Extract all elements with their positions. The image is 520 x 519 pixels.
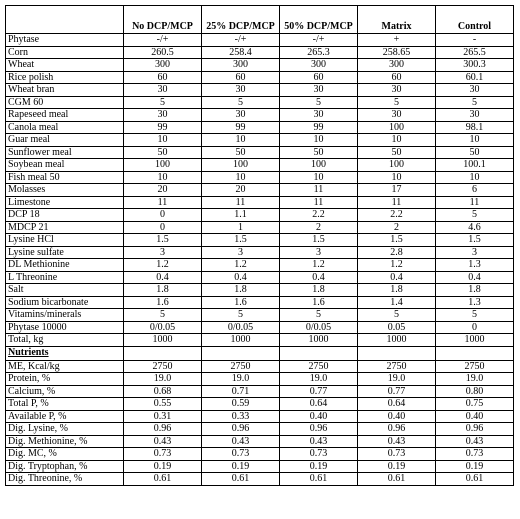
row-value: 1.5 bbox=[358, 234, 436, 247]
row-value: 5 bbox=[280, 96, 358, 109]
row-label: Protein, % bbox=[6, 373, 124, 386]
row-value: 0 bbox=[124, 221, 202, 234]
row-label: Lysine HCl bbox=[6, 234, 124, 247]
row-value: 0.19 bbox=[358, 460, 436, 473]
row-value: 60 bbox=[358, 71, 436, 84]
row-value: - bbox=[436, 34, 514, 47]
row-value: 50 bbox=[280, 146, 358, 159]
header-row bbox=[6, 6, 514, 34]
row-value: 0.96 bbox=[358, 423, 436, 436]
row-value: 11 bbox=[124, 196, 202, 209]
row-value: 100 bbox=[124, 159, 202, 172]
row-value: 1.6 bbox=[124, 296, 202, 309]
row-value: 1.2 bbox=[202, 259, 280, 272]
row-value: 0.61 bbox=[202, 473, 280, 486]
row-value: 2750 bbox=[358, 360, 436, 373]
empty-cell bbox=[280, 346, 358, 360]
row-label: DL Methionine bbox=[6, 259, 124, 272]
row-value: 50 bbox=[124, 146, 202, 159]
ingredient-row bbox=[6, 221, 514, 234]
row-value: 300.3 bbox=[436, 59, 514, 72]
row-value: 100 bbox=[202, 159, 280, 172]
row-value: 100 bbox=[358, 159, 436, 172]
row-value: 98.1 bbox=[436, 121, 514, 134]
ingredient-row bbox=[6, 284, 514, 297]
row-value: 5 bbox=[436, 309, 514, 322]
row-value: 1.5 bbox=[124, 234, 202, 247]
row-value: 1.5 bbox=[280, 234, 358, 247]
row-value: 0.61 bbox=[436, 473, 514, 486]
row-value: 17 bbox=[358, 184, 436, 197]
row-value: 300 bbox=[358, 59, 436, 72]
row-value: 3 bbox=[202, 246, 280, 259]
row-value: 258.65 bbox=[358, 46, 436, 59]
row-label: Available P, % bbox=[6, 410, 124, 423]
ingredient-row bbox=[6, 209, 514, 222]
row-value: 5 bbox=[436, 96, 514, 109]
row-value: 1.1 bbox=[202, 209, 280, 222]
row-value: 30 bbox=[124, 84, 202, 97]
row-label: Canola meal bbox=[6, 121, 124, 134]
row-value: 5 bbox=[124, 96, 202, 109]
row-value: 0.75 bbox=[436, 398, 514, 411]
row-label: Corn bbox=[6, 46, 124, 59]
row-value: 1.8 bbox=[280, 284, 358, 297]
row-value: 0.4 bbox=[280, 271, 358, 284]
row-value: 0.19 bbox=[124, 460, 202, 473]
row-value: 1000 bbox=[202, 334, 280, 347]
row-value: 3 bbox=[124, 246, 202, 259]
row-value: 0.40 bbox=[358, 410, 436, 423]
row-value: 0.59 bbox=[202, 398, 280, 411]
row-value: 10 bbox=[436, 171, 514, 184]
row-value: 1.2 bbox=[124, 259, 202, 272]
row-label: Wheat bbox=[6, 59, 124, 72]
row-value: 2 bbox=[358, 221, 436, 234]
row-value: 0.96 bbox=[280, 423, 358, 436]
row-value: 2 bbox=[280, 221, 358, 234]
row-value: -/+ bbox=[280, 34, 358, 47]
row-value: 99 bbox=[124, 121, 202, 134]
row-value: 20 bbox=[124, 184, 202, 197]
row-value: 0.68 bbox=[124, 385, 202, 398]
row-value: 10 bbox=[202, 171, 280, 184]
row-value: 30 bbox=[436, 84, 514, 97]
row-value: 5 bbox=[358, 96, 436, 109]
row-value: 1.5 bbox=[202, 234, 280, 247]
row-value: 0.19 bbox=[202, 460, 280, 473]
row-value: 10 bbox=[124, 171, 202, 184]
row-value: 0.64 bbox=[280, 398, 358, 411]
row-value: 0.19 bbox=[436, 460, 514, 473]
empty-cell bbox=[124, 346, 202, 360]
header-cell-matrix: Matrix bbox=[358, 6, 436, 34]
ingredient-row bbox=[6, 71, 514, 84]
empty-cell bbox=[436, 346, 514, 360]
row-value: 265.3 bbox=[280, 46, 358, 59]
row-value: 0.40 bbox=[280, 410, 358, 423]
row-value: 0.64 bbox=[358, 398, 436, 411]
ingredient-row bbox=[6, 121, 514, 134]
ingredient-row bbox=[6, 159, 514, 172]
row-value: 0.96 bbox=[124, 423, 202, 436]
row-value: 20 bbox=[202, 184, 280, 197]
row-value: 10 bbox=[358, 171, 436, 184]
row-value: 30 bbox=[280, 109, 358, 122]
ingredient-row bbox=[6, 246, 514, 259]
row-value: 19.0 bbox=[124, 373, 202, 386]
row-value: 1 bbox=[202, 221, 280, 234]
nutrient-row bbox=[6, 398, 514, 411]
row-value: -/+ bbox=[124, 34, 202, 47]
table-body bbox=[6, 34, 514, 486]
nutrient-row bbox=[6, 448, 514, 461]
row-label: Vitamins/minerals bbox=[6, 309, 124, 322]
row-label: Dig. Threonine, % bbox=[6, 473, 124, 486]
row-value: 1.6 bbox=[280, 296, 358, 309]
row-value: 5 bbox=[124, 309, 202, 322]
header-cell-50-dcp-mcp: 50% DCP/MCP bbox=[280, 6, 358, 34]
row-label: Total P, % bbox=[6, 398, 124, 411]
row-value: 0.19 bbox=[280, 460, 358, 473]
row-value: 0.73 bbox=[124, 448, 202, 461]
row-value: 1.2 bbox=[280, 259, 358, 272]
nutrient-row bbox=[6, 373, 514, 386]
row-label: Sodium bicarbonate bbox=[6, 296, 124, 309]
row-label: Limestone bbox=[6, 196, 124, 209]
row-label: Rapeseed meal bbox=[6, 109, 124, 122]
row-value: 10 bbox=[202, 134, 280, 147]
row-value: 1.8 bbox=[436, 284, 514, 297]
row-label: L Threonine bbox=[6, 271, 124, 284]
row-value: 2750 bbox=[202, 360, 280, 373]
row-value: 60 bbox=[280, 71, 358, 84]
row-value: 0.43 bbox=[124, 435, 202, 448]
ingredient-row bbox=[6, 146, 514, 159]
row-value: 30 bbox=[202, 84, 280, 97]
nutrient-row bbox=[6, 460, 514, 473]
nutrient-row bbox=[6, 360, 514, 373]
row-value: 0.61 bbox=[358, 473, 436, 486]
nutrients-heading: Nutrients bbox=[6, 346, 124, 360]
row-value: 99 bbox=[202, 121, 280, 134]
row-value: 1.3 bbox=[436, 259, 514, 272]
row-label: Dig. Methionine, % bbox=[6, 435, 124, 448]
row-value: 1000 bbox=[436, 334, 514, 347]
row-label: Dig. Tryptophan, % bbox=[6, 460, 124, 473]
row-value: 1.6 bbox=[202, 296, 280, 309]
row-label: DCP 18 bbox=[6, 209, 124, 222]
row-value: 19.0 bbox=[202, 373, 280, 386]
row-label: Molasses bbox=[6, 184, 124, 197]
row-value: -/+ bbox=[202, 34, 280, 47]
total-row bbox=[6, 334, 514, 347]
row-value: 0.43 bbox=[358, 435, 436, 448]
row-value: 0.55 bbox=[124, 398, 202, 411]
row-value: 2750 bbox=[124, 360, 202, 373]
row-value: 1.2 bbox=[358, 259, 436, 272]
row-value: 11 bbox=[280, 196, 358, 209]
nutrient-row bbox=[6, 473, 514, 486]
row-value: 260.5 bbox=[124, 46, 202, 59]
row-value: 0.73 bbox=[202, 448, 280, 461]
row-value: 1000 bbox=[358, 334, 436, 347]
row-value: 30 bbox=[436, 109, 514, 122]
row-value: 10 bbox=[436, 134, 514, 147]
row-label: ME, Kcal/kg bbox=[6, 360, 124, 373]
row-label: Lysine sulfate bbox=[6, 246, 124, 259]
row-value: 3 bbox=[436, 246, 514, 259]
row-value: 30 bbox=[124, 109, 202, 122]
row-value: 0.73 bbox=[280, 448, 358, 461]
row-value: 11 bbox=[436, 196, 514, 209]
row-value: 300 bbox=[202, 59, 280, 72]
row-value: 4.6 bbox=[436, 221, 514, 234]
nutrient-row bbox=[6, 410, 514, 423]
row-value: 19.0 bbox=[280, 373, 358, 386]
row-label: Fish meal 50 bbox=[6, 171, 124, 184]
row-value: 0/0.05 bbox=[202, 321, 280, 334]
row-value: 30 bbox=[358, 109, 436, 122]
row-label: Salt bbox=[6, 284, 124, 297]
row-value: 99 bbox=[280, 121, 358, 134]
row-value: 0.73 bbox=[436, 448, 514, 461]
row-value: 6 bbox=[436, 184, 514, 197]
header-cell-25-dcp-mcp: 25% DCP/MCP bbox=[202, 6, 280, 34]
row-value: 0.05 bbox=[358, 321, 436, 334]
diet-composition-table bbox=[5, 5, 514, 486]
nutrient-row bbox=[6, 385, 514, 398]
ingredient-row bbox=[6, 184, 514, 197]
row-label: Calcium, % bbox=[6, 385, 124, 398]
row-value: 258.4 bbox=[202, 46, 280, 59]
row-value: 60.1 bbox=[436, 71, 514, 84]
row-value: 100 bbox=[280, 159, 358, 172]
row-value: 10 bbox=[358, 134, 436, 147]
row-value: 0.4 bbox=[202, 271, 280, 284]
nutrient-row bbox=[6, 423, 514, 436]
ingredient-row bbox=[6, 296, 514, 309]
row-label: Phytase 10000 bbox=[6, 321, 124, 334]
row-value: 5 bbox=[202, 96, 280, 109]
ingredient-row bbox=[6, 109, 514, 122]
row-value: 2750 bbox=[436, 360, 514, 373]
row-value: 300 bbox=[280, 59, 358, 72]
row-label: Guar meal bbox=[6, 134, 124, 147]
row-value: + bbox=[358, 34, 436, 47]
row-value: 265.5 bbox=[436, 46, 514, 59]
empty-cell bbox=[358, 346, 436, 360]
row-value: 60 bbox=[124, 71, 202, 84]
row-value: 1.8 bbox=[124, 284, 202, 297]
header-cell-label bbox=[6, 6, 124, 34]
row-label: Sunflower meal bbox=[6, 146, 124, 159]
row-value: 3 bbox=[280, 246, 358, 259]
row-value: 1.8 bbox=[202, 284, 280, 297]
row-value: 0.77 bbox=[280, 385, 358, 398]
nutrients-section-row bbox=[6, 346, 514, 360]
ingredient-row bbox=[6, 271, 514, 284]
row-value: 1.8 bbox=[358, 284, 436, 297]
row-value: 11 bbox=[358, 196, 436, 209]
row-value: 0.40 bbox=[436, 410, 514, 423]
row-value: 1.5 bbox=[436, 234, 514, 247]
row-value: 60 bbox=[202, 71, 280, 84]
row-value: 0.33 bbox=[202, 410, 280, 423]
row-label: Phytase bbox=[6, 34, 124, 47]
header-cell-control: Control bbox=[436, 6, 514, 34]
row-value: 10 bbox=[280, 134, 358, 147]
ingredient-row bbox=[6, 96, 514, 109]
ingredient-row bbox=[6, 309, 514, 322]
ingredient-row bbox=[6, 134, 514, 147]
row-label: CGM 60 bbox=[6, 96, 124, 109]
row-value: 0.43 bbox=[280, 435, 358, 448]
row-value: 30 bbox=[280, 84, 358, 97]
row-value: 100 bbox=[358, 121, 436, 134]
row-value: 0.96 bbox=[202, 423, 280, 436]
row-value: 0/0.05 bbox=[124, 321, 202, 334]
row-label: Dig. MC, % bbox=[6, 448, 124, 461]
row-label: Rice polish bbox=[6, 71, 124, 84]
row-value: 1.3 bbox=[436, 296, 514, 309]
row-value: 30 bbox=[202, 109, 280, 122]
row-value: 10 bbox=[124, 134, 202, 147]
row-value: 0.4 bbox=[358, 271, 436, 284]
row-value: 11 bbox=[280, 184, 358, 197]
row-label: Wheat bran bbox=[6, 84, 124, 97]
row-value: 0.4 bbox=[124, 271, 202, 284]
row-value: 0 bbox=[124, 209, 202, 222]
row-value: 0.61 bbox=[124, 473, 202, 486]
ingredient-row bbox=[6, 84, 514, 97]
ingredient-row bbox=[6, 234, 514, 247]
row-value: 19.0 bbox=[358, 373, 436, 386]
row-label: Dig. Lysine, % bbox=[6, 423, 124, 436]
row-value: 30 bbox=[358, 84, 436, 97]
row-value: 0.73 bbox=[358, 448, 436, 461]
ingredient-row bbox=[6, 321, 514, 334]
ingredient-row bbox=[6, 171, 514, 184]
row-value: 0 bbox=[436, 321, 514, 334]
row-value: 5 bbox=[202, 309, 280, 322]
row-value: 2.8 bbox=[358, 246, 436, 259]
row-value: 0.61 bbox=[280, 473, 358, 486]
row-label: Total, kg bbox=[6, 334, 124, 347]
ingredient-row bbox=[6, 259, 514, 272]
row-value: 5 bbox=[436, 209, 514, 222]
row-value: 0.77 bbox=[358, 385, 436, 398]
row-value: 0/0.05 bbox=[280, 321, 358, 334]
row-value: 0.4 bbox=[436, 271, 514, 284]
row-value: 0.96 bbox=[436, 423, 514, 436]
row-value: 5 bbox=[280, 309, 358, 322]
ingredient-row bbox=[6, 59, 514, 72]
header-cell-no-dcp-mcp: No DCP/MCP bbox=[124, 6, 202, 34]
row-value: 1.4 bbox=[358, 296, 436, 309]
row-value: 0.71 bbox=[202, 385, 280, 398]
row-value: 0.43 bbox=[436, 435, 514, 448]
row-value: 2.2 bbox=[358, 209, 436, 222]
ingredient-row bbox=[6, 196, 514, 209]
nutrient-row bbox=[6, 435, 514, 448]
row-value: 2.2 bbox=[280, 209, 358, 222]
row-value: 2750 bbox=[280, 360, 358, 373]
row-value: 19.0 bbox=[436, 373, 514, 386]
row-value: 11 bbox=[202, 196, 280, 209]
row-value: 50 bbox=[358, 146, 436, 159]
row-value: 50 bbox=[202, 146, 280, 159]
row-value: 5 bbox=[358, 309, 436, 322]
row-value: 1000 bbox=[280, 334, 358, 347]
row-value: 0.43 bbox=[202, 435, 280, 448]
row-value: 1000 bbox=[124, 334, 202, 347]
row-label: Soybean meal bbox=[6, 159, 124, 172]
empty-cell bbox=[202, 346, 280, 360]
row-label: MDCP 21 bbox=[6, 221, 124, 234]
row-value: 10 bbox=[280, 171, 358, 184]
row-value: 100.1 bbox=[436, 159, 514, 172]
row-value: 300 bbox=[124, 59, 202, 72]
row-value: 50 bbox=[436, 146, 514, 159]
diet-composition-table-container bbox=[5, 5, 513, 514]
row-value: 0.31 bbox=[124, 410, 202, 423]
ingredient-row bbox=[6, 46, 514, 59]
phytase-row bbox=[6, 34, 514, 47]
row-value: 0.80 bbox=[436, 385, 514, 398]
